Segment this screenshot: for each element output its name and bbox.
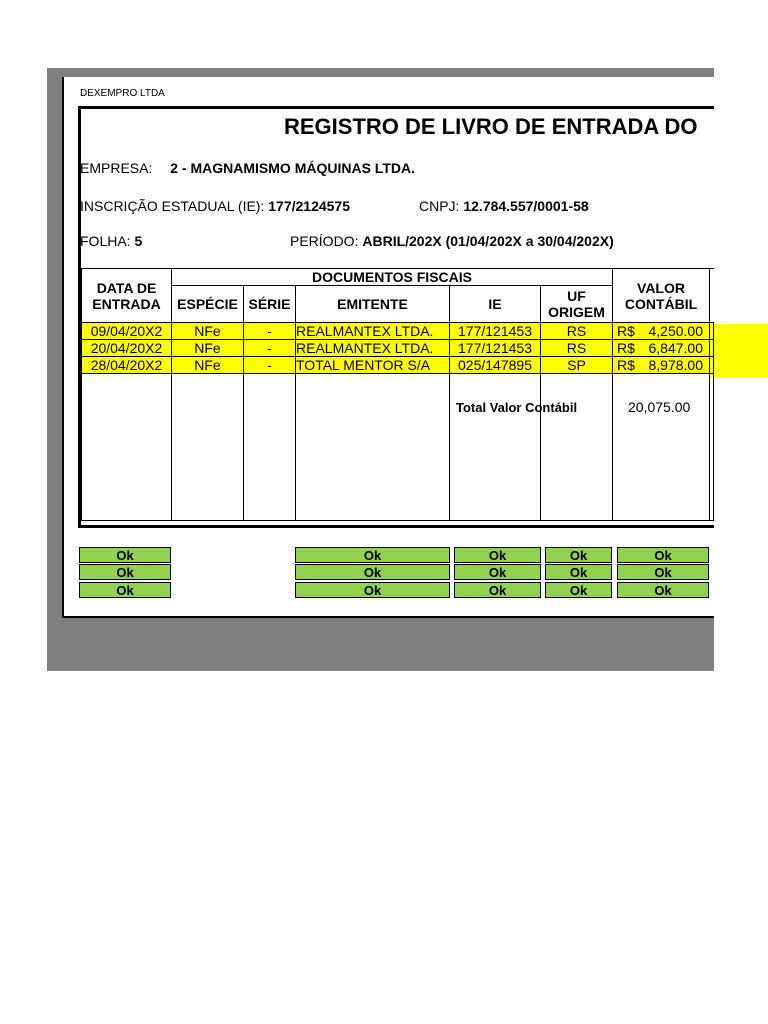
cell-serie[interactable]: -	[244, 323, 296, 340]
cell-uf[interactable]: RS	[541, 340, 613, 357]
header-uf-line2: ORIGEM	[548, 304, 605, 320]
header-data-entrada-line1: DATA DE	[96, 279, 157, 296]
cell-ie[interactable]: 025/147895	[450, 357, 541, 374]
folha-value: 5	[134, 233, 143, 249]
header-data-entrada-line2: ENTRADA	[92, 295, 161, 312]
check-ok: Ok	[79, 582, 171, 598]
cell-emitente[interactable]: TOTAL MENTOR S/A	[296, 357, 450, 374]
check-ok: Ok	[79, 547, 171, 563]
ie-value: 177/2124575	[268, 198, 351, 214]
cell-uf[interactable]: RS	[541, 323, 613, 340]
check-ok: Ok	[617, 564, 709, 580]
cell-empty[interactable]	[244, 374, 296, 521]
cell-empty[interactable]	[613, 374, 710, 521]
empresa-label: EMPRESA:	[80, 160, 153, 176]
cell-data[interactable]: 28/04/20X2	[82, 357, 172, 374]
folha-line	[80, 233, 142, 249]
header-data-entrada	[82, 269, 172, 323]
ie-line	[80, 198, 350, 214]
amount: 8,978.00	[648, 357, 703, 373]
check-ok: Ok	[617, 582, 709, 598]
cell-serie[interactable]: -	[244, 340, 296, 357]
highlight-extension	[709, 324, 768, 378]
table-row	[82, 323, 714, 340]
header-uf-origem	[541, 286, 613, 323]
cell-especie[interactable]: NFe	[172, 323, 244, 340]
cnpj-value: 12.784.557/0001-58	[463, 198, 589, 214]
total-value[interactable]: 20,075.00	[628, 399, 691, 415]
check-ok: Ok	[454, 564, 541, 580]
cell-uf[interactable]: SP	[541, 357, 613, 374]
cell-valor[interactable]	[613, 323, 710, 340]
check-ok: Ok	[79, 564, 171, 580]
table-row	[82, 357, 714, 374]
header-especie: ESPÉCIE	[172, 286, 244, 323]
cell-ie[interactable]: 177/121453	[450, 323, 541, 340]
company-name-top: DEXEMPRO LTDA	[80, 88, 165, 99]
header-valor-line2: CONTÁBIL	[624, 295, 698, 312]
header-uf-line1: UF	[567, 288, 586, 304]
check-ok: Ok	[545, 547, 612, 563]
amount: 6,847.00	[648, 340, 703, 356]
cell-empty[interactable]	[450, 374, 541, 521]
cell-emitente[interactable]: REALMANTEX LTDA.	[296, 340, 450, 357]
cnpj-line	[419, 198, 589, 214]
cell-serie[interactable]: -	[244, 357, 296, 374]
cell-emitente[interactable]: REALMANTEX LTDA.	[296, 323, 450, 340]
cell-valor[interactable]	[613, 357, 710, 374]
cell-empty[interactable]	[296, 374, 450, 521]
periodo-label: PERÍODO:	[290, 233, 359, 249]
check-ok: Ok	[454, 582, 541, 598]
cell-empty[interactable]	[82, 374, 172, 521]
cnpj-label: CNPJ:	[419, 198, 460, 214]
periodo-line	[290, 233, 614, 249]
amount: 4,250.00	[648, 323, 703, 339]
check-ok: Ok	[617, 547, 709, 563]
cell-data[interactable]: 20/04/20X2	[82, 340, 172, 357]
table-row	[82, 340, 714, 357]
check-ok: Ok	[295, 564, 450, 580]
header-ie: IE	[450, 286, 541, 323]
cell-edge	[710, 357, 714, 374]
header-valor-line1: VALOR	[637, 279, 685, 296]
cell-empty[interactable]	[541, 374, 613, 521]
page-title: REGISTRO DE LIVRO DE ENTRADA DO	[284, 114, 698, 139]
header-documentos-fiscais: DOCUMENTOS FISCAIS	[172, 269, 613, 286]
ie-label: INSCRIÇÃO ESTADUAL (IE):	[80, 198, 265, 214]
cell-edge	[710, 323, 714, 340]
cell-ie[interactable]: 177/121453	[450, 340, 541, 357]
cell-edge	[710, 374, 714, 521]
check-ok: Ok	[295, 547, 450, 563]
cell-valor[interactable]	[613, 340, 710, 357]
empresa-value: 2 - MAGNAMISMO MÁQUINAS LTDA.	[170, 160, 415, 176]
periodo-value: ABRIL/202X (01/04/202X a 30/04/202X)	[362, 233, 614, 249]
header-edge	[710, 269, 714, 323]
check-ok: Ok	[545, 564, 612, 580]
entries-table	[81, 268, 714, 521]
check-ok: Ok	[295, 582, 450, 598]
cell-data[interactable]: 09/04/20X2	[82, 323, 172, 340]
total-label: Total Valor Contábil	[456, 400, 578, 415]
cell-especie[interactable]: NFe	[172, 357, 244, 374]
header-emitente: EMITENTE	[296, 286, 450, 323]
cell-especie[interactable]: NFe	[172, 340, 244, 357]
currency-symbol: R$	[617, 340, 635, 356]
check-ok: Ok	[545, 582, 612, 598]
cell-edge	[710, 340, 714, 357]
currency-symbol: R$	[617, 323, 635, 339]
empresa-line	[80, 160, 415, 176]
currency-symbol: R$	[617, 357, 635, 373]
table-row-empty	[82, 374, 714, 521]
header-serie: SÉRIE	[244, 286, 296, 323]
folha-label: FOLHA:	[80, 233, 131, 249]
cell-empty[interactable]	[172, 374, 244, 521]
header-valor-contabil	[613, 269, 710, 323]
check-ok: Ok	[454, 547, 541, 563]
